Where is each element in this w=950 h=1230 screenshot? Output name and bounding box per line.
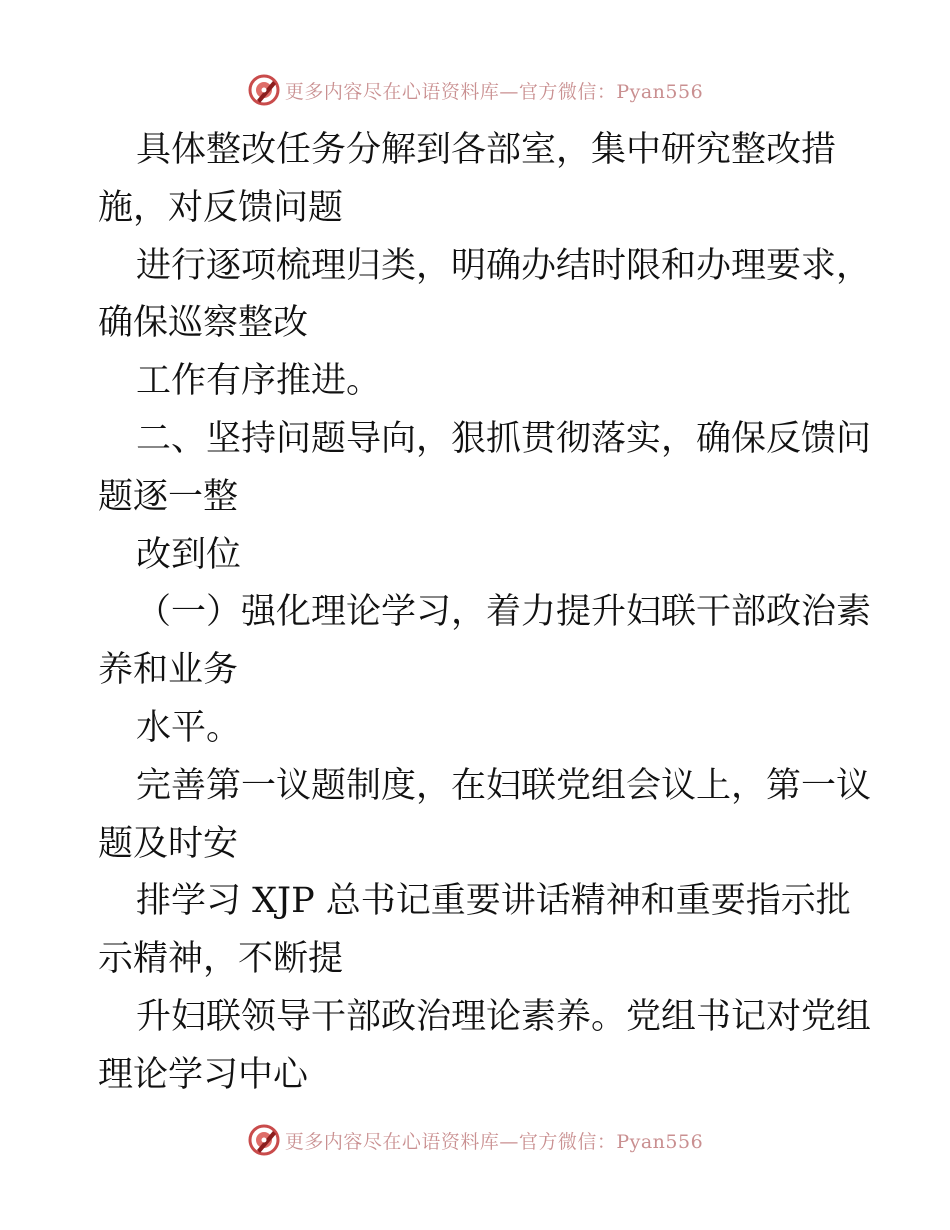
text-line: 确保巡察整改: [98, 303, 309, 344]
subsection-heading-line: 养和业务: [98, 650, 239, 691]
text-line: 进行逐项梳理归类，明确办结时限和办理要求，: [136, 245, 872, 286]
text-line: 理论学习中心: [98, 1054, 309, 1095]
subsection-heading-line: （一）强化理论学习，着力提升妇联干部政治素: [136, 592, 872, 633]
section-heading-line: 二、坚持问题导向，狠抓贯彻落实，确保反馈问: [136, 418, 872, 459]
text-line: 排学习 XJP 总书记重要讲话精神和重要指示批: [136, 881, 851, 922]
subsection-heading-line: 水平。: [136, 707, 242, 748]
text-line: 题及时安: [98, 823, 239, 864]
section-heading-line: 改到位: [136, 534, 242, 575]
header-watermark-text: 更多内容尽在心语资料库—官方微信：Pyan556: [284, 80, 704, 103]
text-line: 工作有序推进。: [136, 361, 382, 402]
text-line: 施，对反馈问题: [98, 187, 344, 228]
text-line: 升妇联领导干部政治理论素养。党组书记对党组: [136, 996, 872, 1037]
footer-watermark-text: 更多内容尽在心语资料库—官方微信：Pyan556: [284, 1130, 704, 1153]
text-line: 完善第一议题制度，在妇联党组会议上，第一议: [136, 765, 872, 806]
text-line: 具体整改任务分解到各部室，集中研究整改措: [136, 130, 837, 170]
pen-logo-icon: [247, 73, 281, 107]
text-line: 示精神，不断提: [98, 939, 344, 980]
section-heading-line: 题逐一整: [98, 476, 239, 517]
header-watermark: [0, 70, 950, 110]
document-body: [98, 122, 872, 1105]
footer-watermark: [0, 1120, 950, 1160]
pen-logo-icon: [247, 1123, 281, 1157]
